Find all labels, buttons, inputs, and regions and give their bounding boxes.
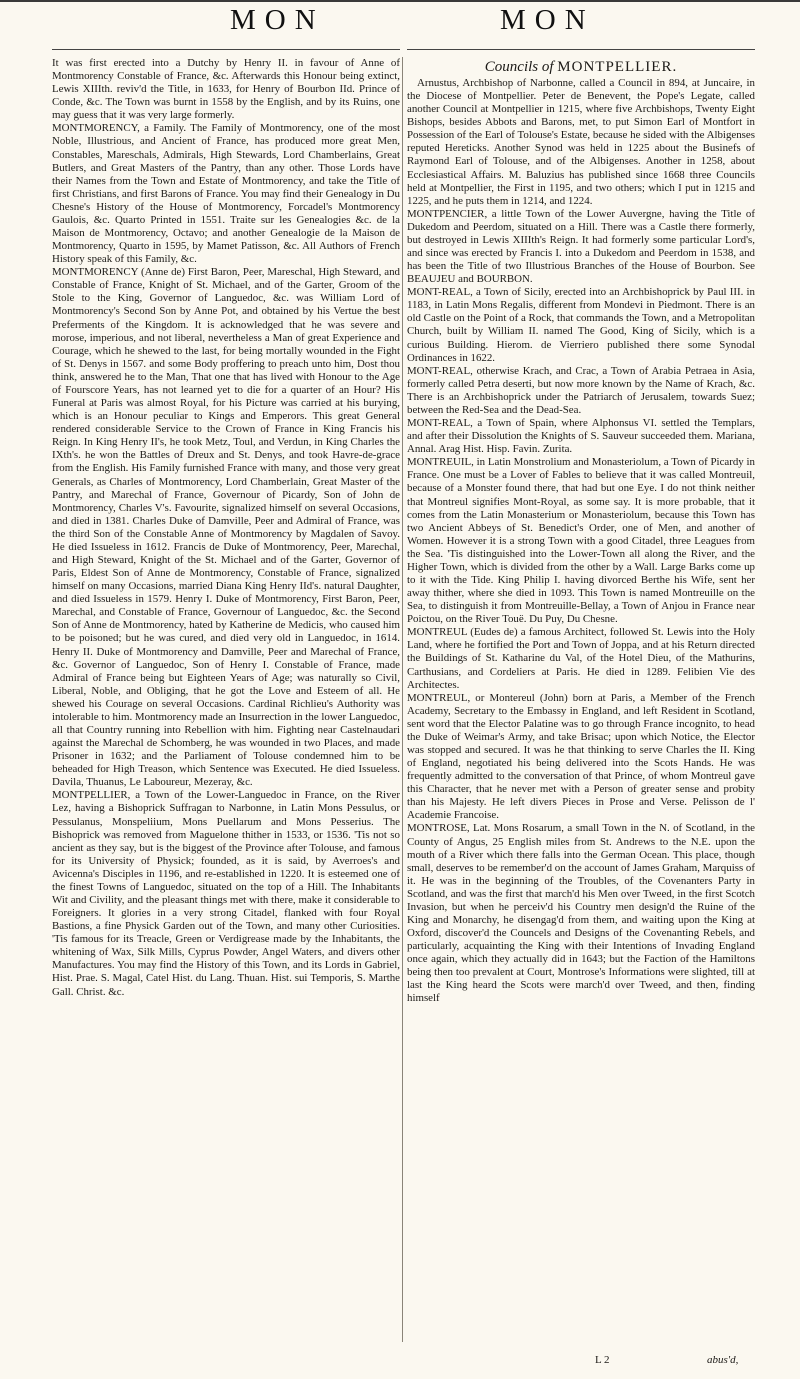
entry-mont-real-arabia: MONT-REAL, otherwise Krach, and Crac, a Town of Arabia Petraea in Asia, formerly called Petra deserti, but now more known by the Name of Krach, &c. There is an Archbishoprick under the Patriarch of Jerusalem, towards Suez; between the Red-Sea and the Dead-Sea.	[407, 364, 755, 416]
paragraph-montmorency-town-cont: It was first erected into a Dutchy by Henry II. in favour of Anne of Montmorency Constable of France, &c. Afterwards this Honour being extinct, Lewis XIIIth. reviv'd the Title, in 1633, for Henry of Bourbon IId. Prince of Conde, &c. The Town was burnt in 1558 by the English, and by its Ruins, one may guess that it was very large formerly.	[52, 57, 400, 122]
right-column	[407, 57, 755, 1357]
entry-montreul-john: MONTREUL, or Montereul (John) born at Paris, a Member of the French Academy, Secretary to the Embassy in England, and left Resident in Scotland, sent word that the Elector Palatine was to go through France incognito, to head the Duke of Weimar's Army, and take Brisac; upon which Notice, the Elector was stopped and secured. It was he that thinking to serve Charles the II. King of England, negotiated his being delivered into the Scots Hands. He was frequently admitted to the conversation of that Prince, of whom Montreul gave this Character, that he never met with a Person of greater sense and probity than his Majesty. He left divers Pieces in Prose and Verse. Pelisson de l' Academie Francoise.	[407, 691, 755, 822]
signature-mark: L 2	[595, 1354, 610, 1366]
entry-montreuil: MONTREUIL, in Latin Monstrolium and Monasteriolum, a Town of Picardy in France. One must be a Lover of Fables to believe that it was called Montreuil, because of a Monster found there, that had but one Eye. I do not think neither that Montreul signifies Mont-Royal, as some say. It is more probable, that it comes from the Latin Monasterium or Monasteriolum, because this Town has two Ancient Abbeys of St. Benedict's Order, one of Men, and another of Women. However it is a strong Town with a good Citadel, three Leagues from the Sea. 'Tis distinguished into the Lower-Town all along the River, and the Higher Town, which is divided from the other by a Wall. Large Barks come up to it with the Tide. King Philip I. having divorced Berthe his Wife, sent her away thither, where she died in 1093. This Town is named Montreuille on the Sea, to distinguish it from Montreuille-Bellay, a Town of Anjou in France near Poictou, on the River Touë. Du Puy, Du Chesne.	[407, 456, 755, 626]
entry-montrose: MONTROSE, Lat. Mons Rosarum, a small Town in the N. of Scotland, in the County of Angus, 25 English miles from St. Andrews to the N.E. upon the mouth of a River which there falls into the German Ocean. This place, though small, deserves to be remember'd on the account of James Graham, Marquiss of it. He was in the beginning of the Troubles, of the Covenanters Party in Scotland, and was the first that march'd his Men over Tweed, in the first Scotch Invasion, but when he perceiv'd his Country men design'd the Ruine of the King and Monarchy, he disengag'd from them, and waiting upon the King at Oxford, discover'd the Councels and Designs of the Covenanting Rebels, and particularly, acquainting the King with their Intentions of Invading England once again, which they actually did in 1643; but the Faction of the Hamiltons being then too prevalent at Court, Montrose's Informations were slighted, till at last the King heard the Scots were march'd over Tweed, and then, finding himself	[407, 822, 755, 1005]
left-column	[52, 57, 400, 1357]
running-head-right: MON	[500, 4, 595, 36]
subhead-prefix: Councils of	[484, 59, 554, 75]
entry-mont-real-spain: MONT-REAL, a Town of Spain, where Alphonsus VI. settled the Templars, and after their Dissolution the Knights of S. Sauveur succeeded them. Mariana, Annal. Arag Hist. Hisp. Favin. Zurita.	[407, 417, 755, 456]
running-head-left: MON	[230, 4, 325, 36]
column-divider	[402, 57, 403, 1342]
entry-montreul-eudes: MONTREUL (Eudes de) a famous Architect, followed St. Lewis into the Holy Land, where he fortified the Port and Town of Joppa, and at his Return directed the Buildings of St. Katharine du Val, of the Hotel Dieu, of the Mathurins, Carthusians, and Cordeliers at Paris. He died in 1289. Felibien Vie des Architectes.	[407, 626, 755, 691]
head-rule-left	[52, 49, 400, 50]
subhead-name: MONTPELLIER.	[557, 59, 678, 75]
entry-montmorency-family: MONTMORENCY, a Family. The Family of Montmorency, one of the most Noble, Illustrious, and Ancient of France, has produced more great Men, Constables, Mareschals, Admirals, High Stewards, Lord Chamberlains, Great Butlers, and Great Masters of the Pantry, than any other. Those Lords have their Names from the Town and Estate of Montmorency, and take the Title of first Christians, and first Barons of France. You may find their Genealogy in Du Chesne's History of the House of Montmorency, Forcadel's Montmorency Gaulois, &c. Quarto Printed in 1551. Traite sur les Genealogies &c. de la Maison de Montmorency, Octavo; and another Genealogie de la Maison de Montmorency, Quarto in 1595, by Mamet Patisson, &c. All Authors of French History speak of this Family, &c.	[52, 122, 400, 266]
entry-montpencier: MONTPENCIER, a little Town of the Lower Auvergne, having the Title of Dukedom and Peerdom, situated on a Hill. There was a Castle there formerly, but destroyed in Lewis XIIIth's Reign. It had formerly some particular Lord's, and since was erected by Francis I. into a Dukedom and Peerdom in 1538, and has been the Title of two Illustrious Branches of the House of Bourbon. See BEAUJEU and BOURBON.	[407, 207, 755, 286]
entry-councils-montpellier: Arnustus, Archbishop of Narbonne, called a Council in 894, at Juncaire, in the Diocese of Montpellier. Peter de Benevent, the Pope's Legate, called another Council at Montpellier in 1215, where five Archbishops, Twenty Eight Bishops, besides Abbots and Barons, met, to put Simon Earl of Montfort in Possession of the Earl of Tolouse's Estate, because he sided with the Albigenses reputed Hereticks. Another Synod was held in 1225 about the Businefs of Raymond Earl of Tolouse, and of the Albigenses. Another in 1258, about Ecclesiastical Affairs. M. Baluzius has published since 1668 three Councils held at Montpellier, the First in 1195, and two others; which I put in 1215 and 1225, and he puts them in 1214, and 1224.	[407, 77, 755, 207]
head-rule-right	[407, 49, 755, 50]
entry-montmorency-anne: MONTMORENCY (Anne de) First Baron, Peer, Mareschal, High Steward, and Constable of France, Knight of St. Michael, and of the Garter, Groom of the Stole to the King, Governor of Languedoc, &c. was William Lord of Montmorency's Second Son by Anne Pot, and obtained by his Vertue the best Preferments of the Kingdom. It is acknowledged that he was severe and morose, imperious, and not liberal, nevertheless a Man of great Experience and Courage, which he shewed to the last, for being mortally wounded in the Fight of St. Denys in 1567. and some Body proffering to preach unto him, Dost thou think, answered he to the Man, That one that has lived with Honour to the Age of Fourscore Years, has not learned yet to die for a quarter of an Hour? His Funeral at Paris was almost Royal, for his Picture was carried at his burying, which is an Honour peculiar to Kings and Emperors. This great General rendered considerable Service to the Crown of France in King Francis his Reign. In King Henry II's, he took Metz, Toul, and Verdun, in King Charles the IXth's. he won the Battles of Dreux and St. Denys, and took Havre-de-grace from the English. His Family furnished France with many, and those very great Generals, as Charles of Montmorency, Lord Chamberlain, Great Master of the Pantry, and Marechal of France, Governour of Picardy, Son of John de Montmorency, Charles V's. Favourite, signalized himself on several Occasions, and died in 1381. Charles Duke of Damville, Peer and Admiral of France, was the third Son of the Constable Anne of Montmorency by Magdalen of Savoy. He died Issueless in 1612. Francis de Duke of Montmorency, Peer, Marechal, and High Steward, Knight of the St. Michael and of the Garter, Governor of Paris, Eldest Son of Anne de Montmorency, Constable of France, signalized himself on many Occasions, married Diana King Henry IId's. natural Daughter, and died Issueless in 1579. Henry I. Duke of Montmorency, First Baron, Peer, Marechal, and Constable of France, Governour of Languedoc, &c. the Second Son of Anne de Montmorency, hated by Katherine de Medicis, who caused him to be poisoned; but he was cured, and died very old in Languedoc, in 1614. Henry II. Duke of Montmorency and Damville, Peer and Marechal of France, &c. Governor of Languedoc, Son of Henry I. Constable of France, made Admiral of France being but Eighteen Years of Age; was naturally so Civil, Liberal, Noble, and Obliging, that he got the Love and Esteem of all. He shewed his Courage on several Occasions. Cardinal Richlieu's Authority was intolerable to him. Montmorency made an Insurrection in the lower Languedoc, all that Country running into Rebellion with him. Fighting near Castelnaudari against the Marechal de Schomberg, he was wounded in two Places, and made Prisoner in 1632; and the Parliament of Tolouse condemned him to be beheaded for High Treason, which Sentence was Executed. He died Issueless. Davila, Thuanus, Le Laboureur, Mezeray, &c.	[52, 266, 400, 789]
entry-mont-real-sicily: MONT-REAL, a Town of Sicily, erected into an Archbishoprick by Paul III. in 1183, in Latin Mons Regalis, different from Mondevi in Piedmont. There is an old Castle on the Point of a Rock, that commands the Town, and a Metropolitan Church, built by William II. named The Good, King of Sicily, which is a curious Building. Hierom. de Vierriero published there some Synodal Ordinances in 1622.	[407, 286, 755, 364]
top-rule	[0, 0, 800, 2]
councils-subhead	[407, 57, 755, 77]
catchword: abus'd,	[707, 1354, 739, 1366]
entry-montpellier: MONTPELLIER, a Town of the Lower-Languedoc in France, on the River Lez, having a Bishoprick Suffragan to Narbonne, in Latin Mons Pessulus, or Pessulanus, Monspeliium, Mons Puellarum and Mons Pesserius. The Bishoprick was removed from Maguelone thither in 1533, or 1536. 'Tis not so ancient as they say, but is the biggest of the Province after Tolouse, and famous for its University of Physick; founded, as it is said, by Averroes's and Avicenna's Disciples in 1196, and re-established in 1220. It is esteemed one of the finest Towns of Languedoc, situated on the top of a Hill. The Inhabitants Wit and Civility, and the pleasant things met with there, make it considerable to Foreigners. It glories in a very strong Citadel, flanked with four Royal Bastions, a fine Physick Garden out of the Town, and many other Curiosities. 'Tis famous for its Treacle, Green or Verdigrease made by the Inhabitants, the whitening of Wax, Silk Mills, Cyprus Powder, Angel Waters, and divers other Manufactures. You may find the History of this Town, and its Lords in Gabriel, Hist. Prae. S. Magal, Catel Hist. du Lang. Thuan. Hist. sui Temporis, S. Marthe Gall. Christ. &c.	[52, 789, 400, 998]
